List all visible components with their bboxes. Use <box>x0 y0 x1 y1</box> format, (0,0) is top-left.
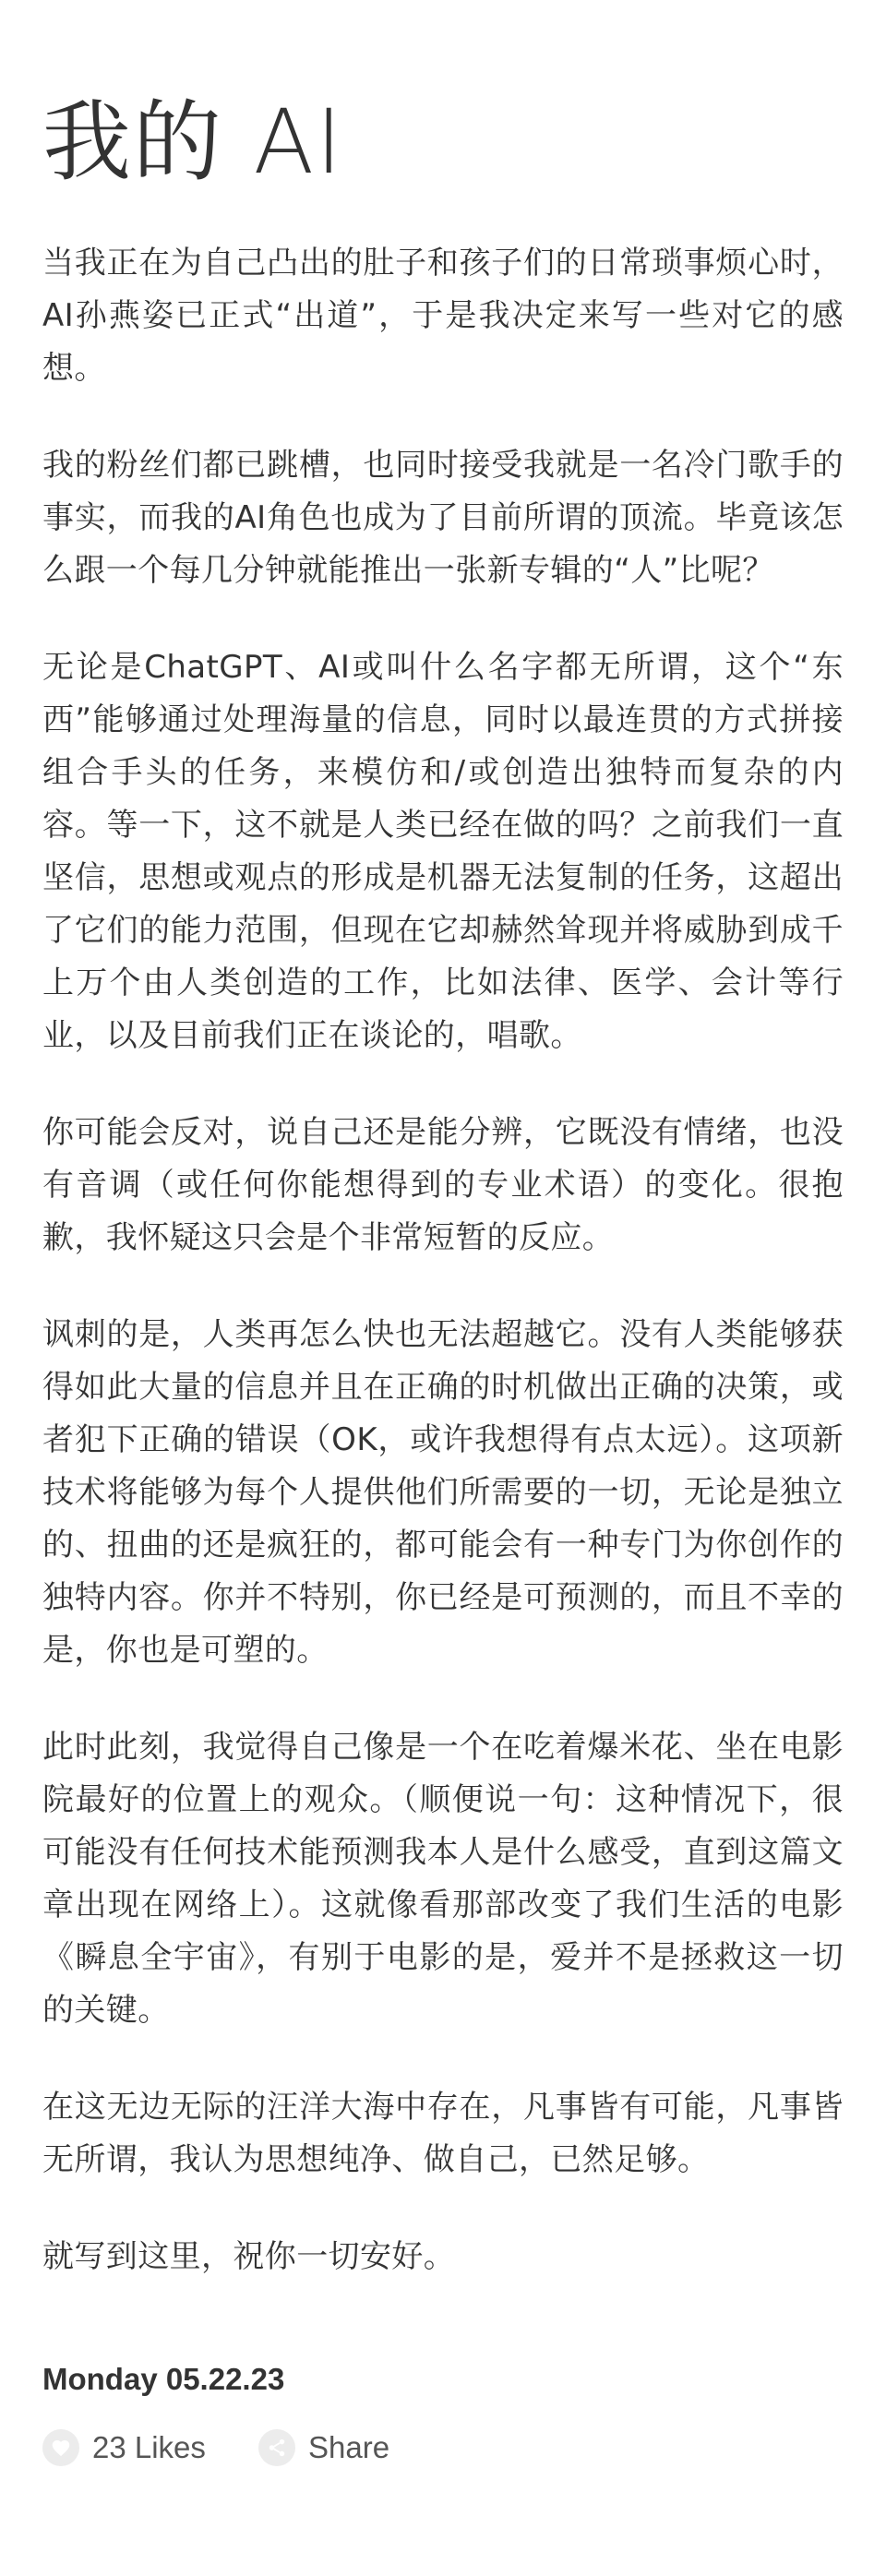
article-body <box>42 237 844 2283</box>
article-paragraph: 你可能会反对，说自己还是能分辨，它既没有情绪，也没有音调（或任何你能想得到的专业术语）的变化。很抱歉，我怀疑这只会是个非常短暂的反应。 <box>42 1114 844 1256</box>
heart-icon <box>42 2429 79 2466</box>
article-paragraph: 当我正在为自己凸出的肚子和孩子们的日常琐事烦心时，AI孙燕姿已正式“出道”，于是我决定来写一些对它的感想。 <box>42 245 844 387</box>
article-paragraph: 在这无边无际的汪洋大海中存在，凡事皆有可能，凡事皆无所谓，我认为思想纯净、做自己，已然足够。 <box>42 2089 844 2178</box>
page-title: 我的 AI <box>42 90 344 195</box>
share-icon <box>258 2429 295 2466</box>
article-paragraph: 我的粉丝们都已跳槽，也同时接受我就是一名冷门歌手的事实，而我的AI角色也成为了目前所谓的顶流。毕竟该怎么跟一个每几分钟就能推出一张新专辑的“人”比呢？ <box>42 447 844 589</box>
share-button[interactable] <box>258 2426 389 2470</box>
article-paragraph: 此时此刻，我觉得自己像是一个在吃着爆米花、坐在电影院最好的位置上的观众。（顺便说一句：这种情况下，很可能没有任何技术能预测我本人是什么感受，直到这篇文章出现在网络上）。这就像看那部改变了我们生活的电影《瞬息全宇宙》，有别于电影的是，爱并不是拯救这一切的关键。 <box>42 1729 844 2029</box>
article-paragraph: 讽刺的是，人类再怎么快也无法超越它。没有人类能够获得如此大量的信息并且在正确的时机做出正确的决策，或者犯下正确的错误（OK，或许我想得有点太远）。这项新技术将能够为每个人提供他们所需要的一切，无论是独立的、扭曲的还是疯狂的，都可能会有一种专门为你创作的独特内容。你并不特别，你已经是可预测的，而且不幸的是，你也是可塑的。 <box>42 1316 844 1669</box>
article-paragraph: 就写到这里，祝你一切安好。 <box>42 2238 456 2275</box>
likes-button[interactable] <box>42 2426 206 2470</box>
post-actions <box>42 2426 844 2470</box>
post-date: Monday 05.22.23 <box>42 2362 285 2396</box>
share-label: Share <box>308 2430 390 2464</box>
article-paragraph: 无论是ChatGPT、AI或叫什么名字都无所谓，这个“东西”能够通过处理海量的信息，同时以最连贯的方式拼接组合手头的任务，来模仿和/或创造出独特而复杂的内容。等一下，这不就是人类已经在做的吗？之前我们一直坚信，思想或观点的形成是机器无法复制的任务，这超出了它们的能力范围，但现在它却赫然耸现并将威胁到成千上万个由人类创造的工作，比如法律、医学、会计等行业，以及目前我们正在谈论的，唱歌。 <box>42 649 844 1054</box>
likes-count: 23 Likes <box>92 2430 206 2464</box>
